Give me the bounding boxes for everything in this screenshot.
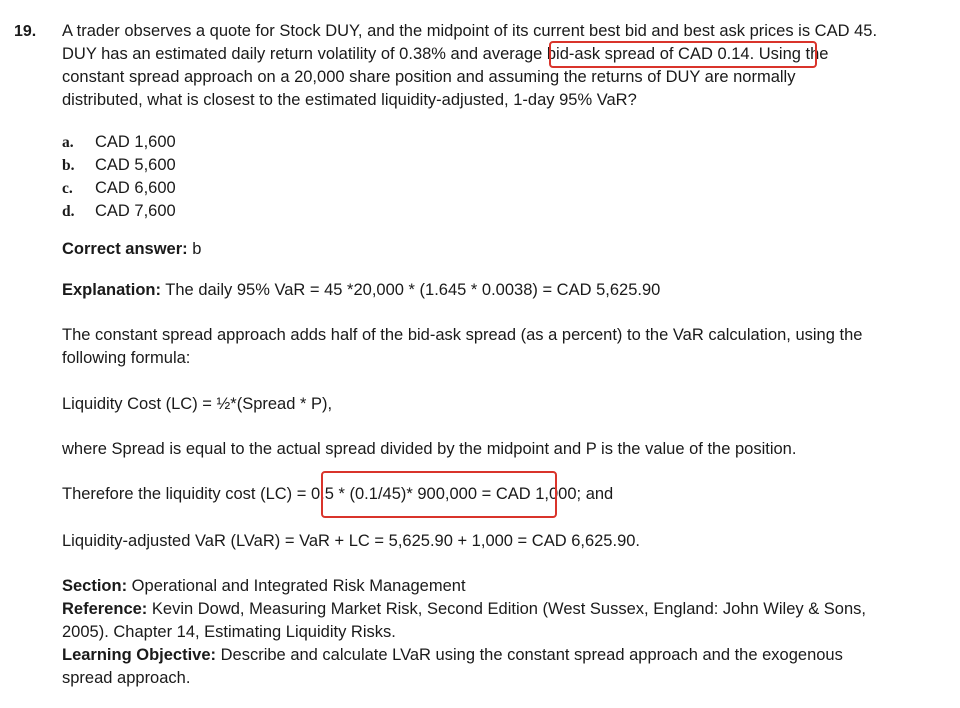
section: [62, 575, 942, 598]
reference-text: Kevin Dowd, Measuring Market Risk, Second Edition (West Sussex, England: John Wiley & Sons,: [147, 600, 866, 618]
stem-line: DUY has an estimated daily return volatility of 0.38% and average bid-ask spread of CAD 0.14. Using the: [62, 45, 829, 63]
liquidity-cost-line: Therefore the liquidity cost (LC) = 0.5 * (0.1/45)* 900,000 = CAD 1,000; and: [62, 485, 614, 503]
choice-letter: b.: [62, 157, 75, 174]
correct-answer-value: b: [187, 240, 202, 258]
reference: [62, 598, 942, 644]
correct-answer: [62, 238, 942, 261]
section-text: Operational and Integrated Risk Management: [127, 577, 466, 595]
choice-text: CAD 7,600: [95, 202, 176, 220]
lvar-line: Liquidity-adjusted VaR (LVaR) = VaR + LC = 5,625.90 + 1,000 = CAD 6,625.90.: [62, 532, 641, 550]
question-number: 19.: [14, 23, 37, 40]
correct-answer-label: Correct answer:: [62, 240, 188, 258]
choice-letter: c.: [62, 180, 73, 197]
explanation: [62, 279, 942, 302]
paragraph-line: following formula:: [62, 349, 191, 367]
objective-text: Describe and calculate LVaR using the constant spread approach and the exogenous: [216, 646, 843, 664]
choice-text: CAD 6,600: [95, 179, 176, 197]
objective-label: Learning Objective:: [62, 646, 217, 664]
choice-text: CAD 1,600: [95, 133, 176, 151]
explanation-label: Explanation:: [62, 281, 162, 299]
section-label: Section:: [62, 577, 128, 595]
learning-objective: [62, 644, 942, 690]
stem-line: distributed, what is closest to the estimated liquidity-adjusted, 1-day 95% VaR?: [62, 91, 637, 109]
explanation-paragraph: [62, 324, 942, 370]
choice-c: [62, 177, 948, 200]
paragraph-line: The constant spread approach adds half of the bid-ask spread (as a percent) to the VaR calculation, using the: [62, 326, 863, 344]
choice-a: [62, 131, 948, 154]
stem-line: constant spread approach on a 20,000 share position and assuming the returns of DUY are normally: [62, 68, 796, 86]
answer-choices: [62, 131, 948, 223]
choice-d: [62, 200, 948, 223]
objective-text-line2: spread approach.: [62, 669, 191, 687]
question-stem: [62, 20, 948, 112]
choice-letter: d.: [62, 203, 75, 220]
choice-b: [62, 154, 948, 177]
formula: Liquidity Cost (LC) = ½*(Spread * P),: [62, 395, 333, 413]
reference-label: Reference:: [62, 600, 148, 618]
reference-text-line2: 2005). Chapter 14, Estimating Liquidity Risks.: [62, 623, 396, 641]
spread-definition: where Spread is equal to the actual spread divided by the midpoint and P is the value of the position.: [62, 440, 797, 458]
choice-text: CAD 5,600: [95, 156, 176, 174]
choice-letter: a.: [62, 134, 74, 151]
explanation-text: The daily 95% VaR = 45 *20,000 * (1.645 * 0.0038) = CAD 5,625.90: [161, 281, 661, 299]
stem-line: A trader observes a quote for Stock DUY, and the midpoint of its current best bid and best ask prices is CAD 45.: [62, 22, 878, 40]
